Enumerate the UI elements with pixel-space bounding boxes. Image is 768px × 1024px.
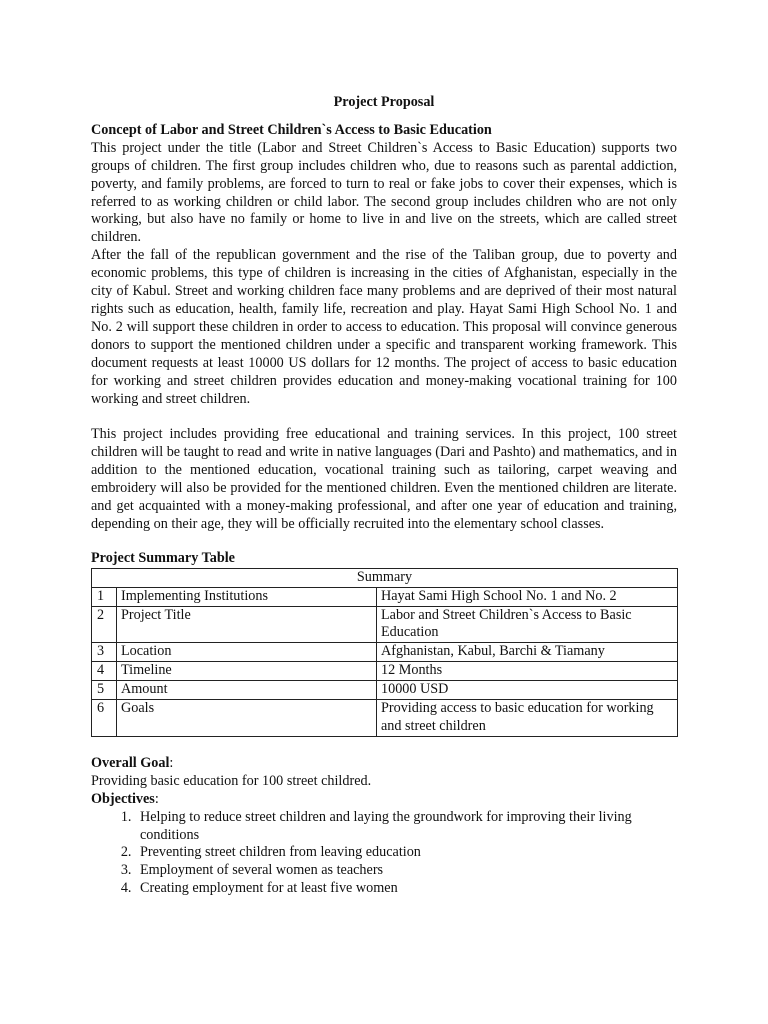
row-number: 6 — [92, 700, 117, 737]
row-label: Location — [117, 643, 377, 662]
table-row — [92, 681, 678, 700]
objectives-label: Objectives — [91, 790, 155, 807]
row-number: 2 — [92, 606, 117, 643]
paragraph-context: After the fall of the republican government and the rise of the Taliban group, due to poverty and economic problems, this type of children is increasing in the cities of Afghanistan, especially in the city of Kabul. Street and working children face many problems and are deprived of their most natural rights such as education, health, family life, recreation and play. Hayat Sami High School No. 1 and No. 2 will support these children in order to access to education. This proposal will convince generous donors to support the mentioned children under a specific and transparent working framework. This document requests at least 10000 US dollars for 12 months. The project of access to basic education for working and street children provides education and money-making vocational training for 100 working and street children. — [91, 247, 677, 407]
objectives-heading — [91, 791, 677, 809]
overall-goal-text: Providing basic education for 100 street childred. — [91, 772, 372, 789]
row-value: Providing access to basic education for working and street children — [377, 700, 678, 737]
list-item: 2. Preventing street children from leaving education — [135, 844, 677, 862]
row-label: Timeline — [117, 662, 377, 681]
overall-goal-heading — [91, 755, 677, 773]
paragraph-intro: This project under the title (Labor and Street Children`s Access to Basic Education) supports two groups of children. The first group includes children who, due to reasons such as parental addiction, poverty, and family problems, are forced to turn to real or fake jobs to cover their expenses, which is referred to as working children or child labor. The second group includes children who are not only working, but also have no family or home to live in and live on the streets, which are called street children. — [91, 139, 677, 246]
objectives-list — [91, 809, 677, 899]
overall-goal-block — [91, 755, 677, 791]
row-value: 10000 USD — [377, 681, 678, 700]
row-value: Afghanistan, Kabul, Barchi & Tiamany — [377, 643, 678, 662]
table-row — [92, 700, 678, 737]
row-number: 5 — [92, 681, 117, 700]
table-row — [92, 643, 678, 662]
row-label: Amount — [117, 681, 377, 700]
row-number: 1 — [92, 587, 117, 606]
summary-heading: Project Summary Table — [91, 549, 235, 566]
row-label: Project Title — [117, 606, 377, 643]
paragraph-services: This project includes providing free educational and training services. In this project, 100 street children will be taught to read and write in native languages (Dari and Pashto) and mathematics, and in addition to the mentioned education, vocational training such as tailoring, carpet weaving and embroidery will also be provided for the mentioned children. Even the mentioned children are literate. and get acquainted with a money-making professional, and after one year of education and training, depending on their age, they will be officially recruited into the elementary school classes. — [91, 426, 677, 532]
table-row — [92, 662, 678, 681]
table-row — [92, 606, 678, 643]
objectives-block — [91, 791, 677, 898]
concept-heading: Concept of Labor and Street Children`s Access to Basic Education — [91, 121, 492, 138]
row-label: Implementing Institutions — [117, 587, 377, 606]
table-row — [92, 587, 678, 606]
row-value: 12 Months — [377, 662, 678, 681]
summary-table-title: Summary — [92, 568, 678, 587]
document-title: Project Proposal — [333, 94, 435, 110]
row-value: Hayat Sami High School No. 1 and No. 2 — [377, 587, 678, 606]
row-value: Labor and Street Children`s Access to Basic Education — [377, 606, 678, 643]
overall-goal-colon: : — [169, 754, 174, 771]
row-number: 3 — [92, 643, 117, 662]
objectives-colon: : — [154, 790, 159, 807]
paragraph-gap — [91, 408, 677, 426]
list-item: 3. Employment of several women as teachers — [135, 862, 677, 880]
list-item: 1. Helping to reduce street children and laying the groundwork for improving their living conditions — [135, 809, 677, 845]
overall-goal-label: Overall Goal — [91, 754, 170, 771]
document-content — [91, 94, 677, 898]
row-number: 4 — [92, 662, 117, 681]
list-item: 4. Creating employment for at least five women — [135, 880, 677, 898]
summary-table-header-row — [92, 568, 678, 587]
summary-table — [91, 568, 678, 737]
row-label: Goals — [117, 700, 377, 737]
